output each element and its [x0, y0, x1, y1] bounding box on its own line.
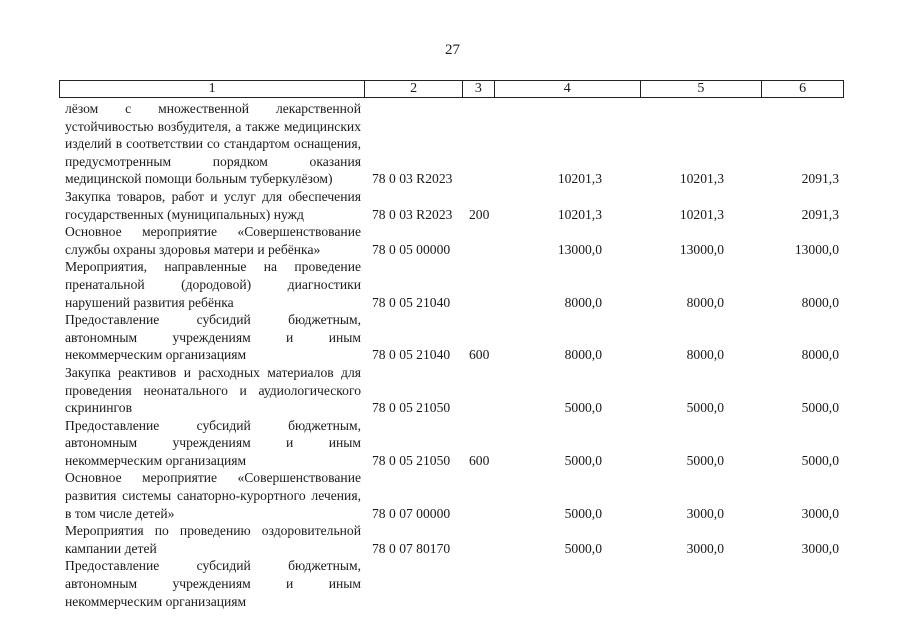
column-number-4: 4	[495, 81, 641, 97]
target-article-code: 78 0 05 21040	[372, 294, 451, 310]
amount-column-4: 10201,3	[557, 206, 602, 222]
amount-column-4: 13000,0	[557, 241, 602, 257]
amount-column-6: 5000,0	[801, 452, 839, 468]
row-description: Основное мероприятие «Совершенствование службы охраны здоровья матери и ребёнка»	[65, 224, 361, 257]
expense-type-code: 600	[469, 452, 490, 468]
expense-type-code: 600	[469, 347, 490, 363]
budget-table-body	[0, 100, 905, 609]
table-row	[0, 469, 905, 522]
amount-column-5: 5000,0	[686, 452, 724, 468]
target-article-code: 78 0 03 R2023	[372, 206, 453, 222]
amount-column-6: 3000,0	[801, 540, 839, 556]
row-description: Предоставление субсидий бюджетным, автономным учреждениям и иным некоммерческим организациям	[65, 417, 361, 468]
amount-column-4: 5000,0	[564, 505, 602, 521]
amount-column-5: 8000,0	[686, 347, 724, 363]
table-row	[0, 188, 905, 223]
table-row	[0, 364, 905, 417]
expense-type-code: 200	[469, 206, 490, 222]
amount-column-6: 2091,3	[801, 171, 839, 187]
row-description: Закупка товаров, работ и услуг для обеспечения государственных (муниципальных) нужд	[65, 188, 361, 222]
amount-column-6: 8000,0	[801, 294, 839, 310]
amount-column-4: 5000,0	[564, 452, 602, 468]
amount-column-5: 13000,0	[679, 241, 724, 257]
amount-column-4: 8000,0	[564, 294, 602, 310]
table-row	[0, 557, 905, 609]
row-description: Мероприятия, направленные на проведение пренатальной (дородовой) диагностики нарушений развития ребёнка	[65, 259, 361, 310]
amount-column-5: 3000,0	[686, 540, 724, 556]
row-description: лёзом с множественной лекарственной устойчивостью возбудителя, а также медицинских изделий в соответствии со стандартом оснащения, предусмотренным порядком оказания медицинской помощи больным туберкулёзом)	[65, 101, 361, 187]
target-article-code: 78 0 07 80170	[372, 540, 451, 556]
target-article-code: 78 0 05 21050	[372, 400, 451, 416]
table-row	[0, 223, 905, 258]
amount-column-6: 8000,0	[801, 347, 839, 363]
column-number-2: 2	[365, 81, 463, 97]
table-row	[0, 311, 905, 364]
target-article-code: 78 0 05 00000	[372, 241, 451, 257]
table-row	[0, 258, 905, 311]
amount-column-4: 5000,0	[564, 400, 602, 416]
amount-column-6: 2091,3	[801, 206, 839, 222]
target-article-code: 78 0 03 R2023	[372, 171, 453, 187]
row-description: Мероприятия по проведению оздоровительной кампании детей	[65, 523, 361, 556]
table-row	[0, 417, 905, 470]
row-description: Закупка реактивов и расходных материалов для проведения неонатального и аудиологического скринингов	[65, 364, 361, 416]
column-number-1: 1	[60, 81, 365, 97]
table-column-header	[59, 80, 844, 98]
amount-column-5: 3000,0	[686, 505, 724, 521]
amount-column-5: 10201,3	[679, 206, 724, 222]
column-number-6: 6	[799, 81, 807, 96]
row-description: Основное мероприятие «Совершенствование развития системы санаторно-курортного лечения, в том числе детей»	[65, 470, 361, 521]
target-article-code: 78 0 05 21040	[372, 347, 451, 363]
amount-column-4: 8000,0	[564, 347, 602, 363]
amount-column-4: 5000,0	[564, 540, 602, 556]
amount-column-5: 8000,0	[686, 294, 724, 310]
target-article-code: 78 0 05 21050	[372, 452, 451, 468]
row-description: Предоставление субсидий бюджетным, автономным учреждениям и иным некоммерческим организациям	[65, 312, 361, 363]
amount-column-4: 10201,3	[557, 171, 602, 187]
amount-column-6: 13000,0	[794, 241, 839, 257]
table-row	[0, 522, 905, 557]
amount-column-6: 5000,0	[801, 400, 839, 416]
amount-column-5: 10201,3	[679, 171, 724, 187]
column-number-3: 3	[463, 81, 495, 97]
amount-column-6: 3000,0	[801, 505, 839, 521]
amount-column-5: 5000,0	[686, 400, 724, 416]
page-number: 27	[445, 42, 460, 58]
target-article-code: 78 0 07 00000	[372, 505, 451, 521]
table-row	[0, 100, 905, 188]
row-description: Предоставление субсидий бюджетным, автономным учреждениям и иным некоммерческим организациям	[65, 558, 361, 609]
column-number-5: 5	[641, 81, 763, 97]
